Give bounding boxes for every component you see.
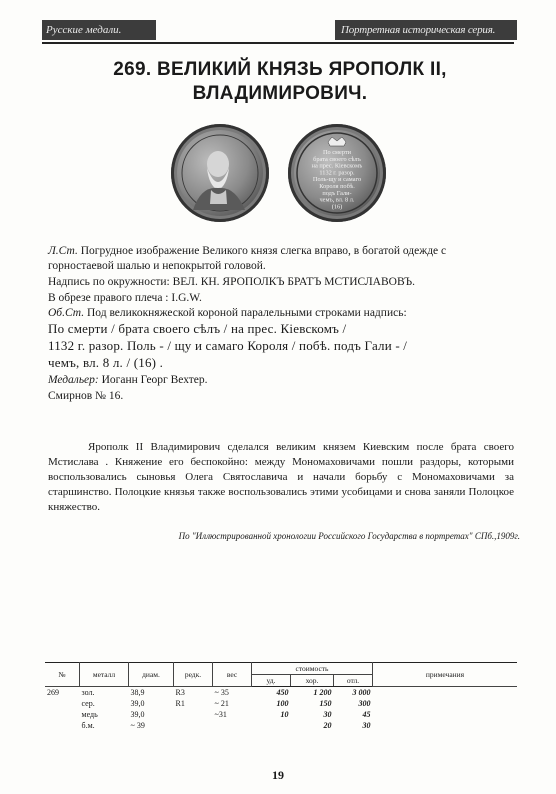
table-row: [45, 709, 517, 720]
reverse-inscription-line: (16): [331, 203, 343, 211]
source-citation: По "Иллюстрированной хронологии Российского Государства в портретах" СПб.,1909г.: [178, 531, 520, 541]
cell-weight: ~ 21: [214, 699, 229, 708]
cell-no: [45, 698, 80, 709]
col-rarity: редк.: [174, 663, 213, 687]
cell-hor: 20: [323, 721, 332, 730]
cell-no: [45, 720, 80, 731]
cell-weight: ~31: [214, 710, 227, 719]
reverse-text: Под великокняжеской короной паралельными строками надпись:: [87, 307, 407, 319]
inscription-line-2: 1132 г. разор. Поль - / щу и самаго Короля / побѣ. подъ Гали - /: [48, 338, 408, 353]
cell-rarity: [174, 720, 213, 731]
reverse-description: [48, 306, 514, 321]
medal-obverse-image: [171, 124, 269, 222]
cell-ud: 100: [276, 699, 289, 708]
inscription-line-1: По смерти / брата своего сѣлъ / на прес. Кіевскомъ /: [48, 321, 347, 336]
cell-weight: ~ 35: [214, 688, 229, 697]
col-notes: примечания: [373, 663, 518, 687]
col-weight: вес: [213, 663, 252, 687]
reverse-inscription-line: подъ Гали-: [322, 189, 352, 197]
cell-weight: [213, 720, 252, 731]
cell-otl: 45: [362, 710, 371, 719]
col-value: стоимость: [252, 663, 373, 675]
cell-notes: [373, 687, 518, 699]
col-metal: металл: [80, 663, 129, 687]
obverse-label: Л.Ст.: [48, 245, 78, 257]
cell-otl: 3 000: [352, 688, 371, 697]
reverse-inscription-line: чемъ, вл. 8 л.: [319, 196, 355, 204]
shoulder-mark: В обрезе правого плеча : I.G.W.: [48, 292, 202, 304]
reverse-label: Об.Ст.: [48, 307, 85, 319]
cell-rarity: R3: [175, 688, 185, 697]
history-text: Ярополк II Владимирович сделался великим князем Киевским после брата своего Мстислава . Княжение его беспокойно: между Мономаховичами пошли раздоры, которыми воспользовались сыновья Олега Святославича и начали борьбу с Мономаховичами за старшинство. Полоцкие князья также воспользовались этими усобицами и снова заняли Полоцкое княжество.: [48, 441, 514, 513]
title-line-2: ВЛАДИМИРОВИЧ.: [192, 83, 368, 104]
cell-diam: 39,0: [130, 710, 145, 719]
cell-no: [45, 709, 80, 720]
title-line-1: 269. ВЕЛИКИЙ КНЯЗЬ ЯРОПОЛК II,: [113, 59, 447, 80]
header-rule: [42, 42, 514, 44]
cell-metal: б.м.: [81, 721, 95, 730]
cell-hor: 30: [323, 710, 332, 719]
col-ud: уд.: [252, 675, 291, 687]
col-hor: хор.: [291, 675, 334, 687]
cell-ud: 10: [280, 710, 289, 719]
reference: Смирнов № 16.: [48, 390, 124, 402]
cell-diam: ~ 39: [130, 721, 145, 730]
cell-notes: [373, 720, 518, 731]
reverse-inscription-line: По смерти: [322, 149, 352, 156]
page-title: [60, 58, 500, 106]
header-left: Русские медали.: [42, 20, 156, 40]
table-row: [45, 698, 517, 709]
col-diam: диам.: [129, 663, 174, 687]
cell-notes: [373, 709, 518, 720]
catalog-table: [45, 662, 517, 731]
cell-metal: сер.: [81, 699, 95, 708]
reverse-inscription-line: 1132 г. разор.: [319, 169, 355, 177]
reverse-inscription-line: Поль-щу и самаго: [312, 176, 362, 184]
medalist-label: Медальер:: [48, 374, 99, 386]
cell-hor: 150: [319, 699, 332, 708]
table-row: [45, 720, 517, 731]
inscription-icon: [288, 124, 386, 222]
cell-otl: 300: [358, 699, 371, 708]
col-otl: отл.: [334, 675, 373, 687]
medalist-name: Иоганн Георг Вехтер.: [101, 374, 208, 386]
reverse-inscription-line: Короля побѣ.: [319, 183, 355, 190]
portrait-icon: [171, 124, 269, 222]
cell-rarity: R1: [175, 699, 185, 708]
cell-diam: 38,9: [130, 688, 145, 697]
cell-rarity: [174, 709, 213, 720]
inscription-line-3: чемъ, вл. 8 л. / (16) .: [48, 355, 164, 370]
cell-metal: зол.: [81, 688, 95, 697]
header-right: Портретная историческая серия.: [335, 20, 517, 40]
cell-diam: 39,0: [130, 699, 145, 708]
obverse-text: Погрудное изображение Великого князя слегка вправо, в богатой одежде с горностаевой шалью и непокрытой головой.: [48, 245, 447, 272]
svg-text:По смертибрата своего сѣлъна п: [312, 149, 363, 210]
cell-notes: [373, 698, 518, 709]
obverse-description: [48, 244, 514, 274]
history-paragraph: [48, 440, 514, 515]
medal-reverse-image: [288, 124, 386, 222]
reverse-inscription-line: брата своего сѣлъ: [313, 155, 361, 163]
reverse-inscription-line: на прес. Кіевскомъ: [311, 162, 363, 170]
col-no: №: [45, 663, 80, 687]
cell-ud: [252, 720, 291, 731]
cell-hor: 1 200: [313, 688, 332, 697]
cell-ud: 450: [276, 688, 289, 697]
cell-otl: 30: [362, 721, 371, 730]
page-number: 19: [272, 768, 284, 782]
medalist: [48, 373, 514, 388]
cell-metal: медь: [81, 710, 98, 719]
cell-no: 269: [47, 688, 59, 697]
table-row: [45, 687, 517, 699]
circle-inscription: Надпись по окружности: ВЕЛ. КН. ЯРОПОЛКЪ БРАТЪ МСТИСЛАВОВЪ.: [48, 276, 416, 288]
